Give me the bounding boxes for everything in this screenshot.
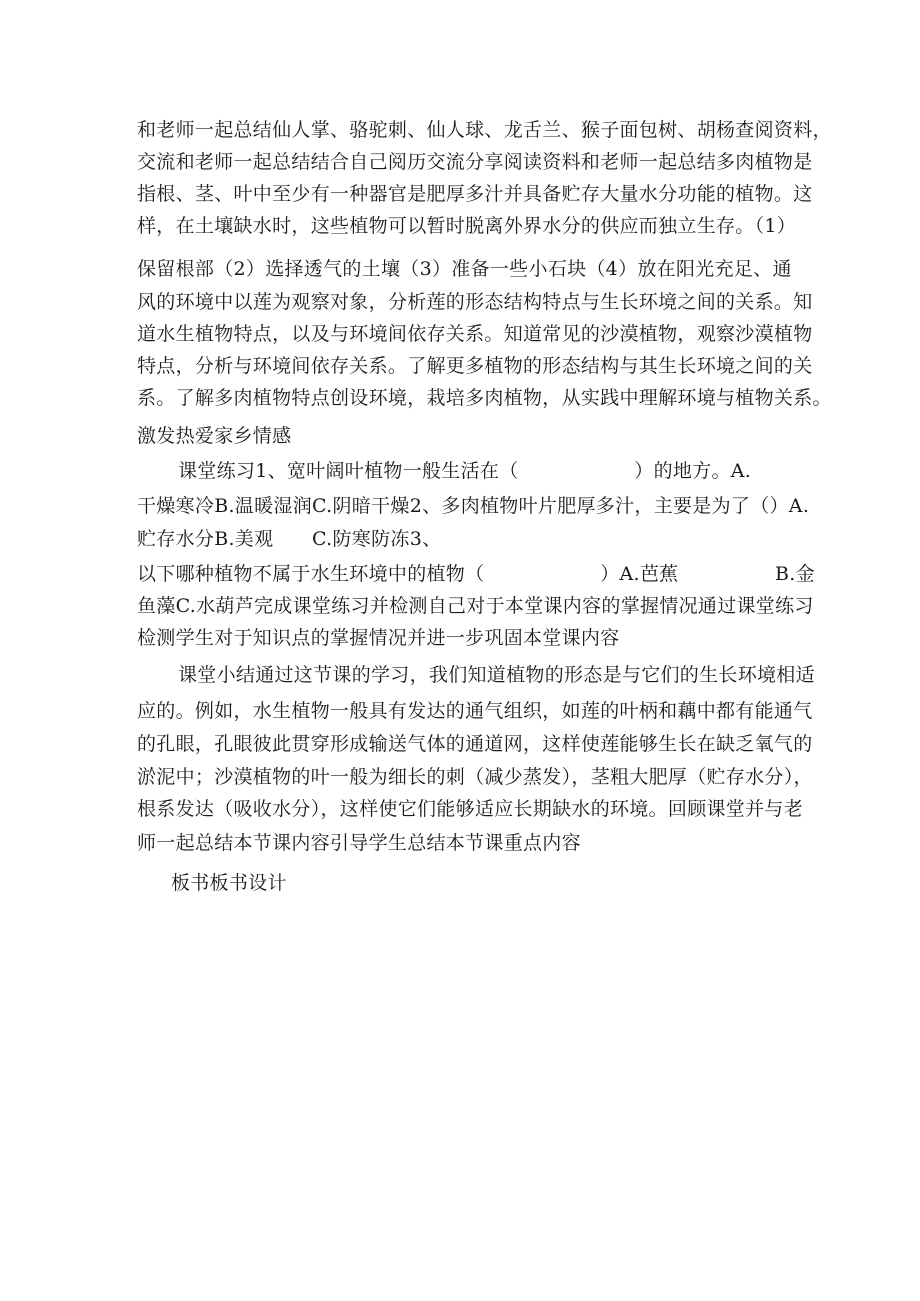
text-line: 淤泥中；沙漠植物的叶一般为细长的刺（减少蒸发），茎粗大肥厚（贮存水分）， xyxy=(137,766,813,788)
text-line: 特点，分析与环境间依存关系。了解更多植物的形态结构与其生长环境之间的关 xyxy=(137,355,813,377)
text-line: 根系发达（吸收水分），这样使它们能够适应长期缺水的环境。回顾课堂并与老 xyxy=(137,798,804,820)
text-line: 指根、茎、叶中至少有一种器官是肥厚多汁并具备贮存大量水分功能的植物。这 xyxy=(137,183,813,205)
text-line: 以下哪种植物不属于水生环境中的植物（ ）A.芭蕉 B.金 xyxy=(137,563,815,585)
text-line: 鱼藻C.水葫芦完成课堂练习并检测自己对于本堂课内容的掌握情况通过课堂练习 xyxy=(137,595,814,617)
text-line: 课堂练习1、宽叶阔叶植物一般生活在（ ）的地方。A. xyxy=(178,460,752,482)
text-line: 课堂小结通过这节课的学习，我们知道植物的形态是与它们的生长环境相适 xyxy=(178,664,815,686)
text-line: 系。了解多肉植物特点创设环境，栽培多肉植物，从实践中理解环境与植物关系。 xyxy=(137,387,832,409)
text-line: 激发热爱家乡情感 xyxy=(137,425,292,447)
text-line: 检测学生对于知识点的掌握情况并进一步巩固本堂课内容 xyxy=(137,627,620,649)
text-line: 和老师一起总结仙人掌、骆驼刺、仙人球、龙舌兰、猴子面包树、胡杨查阅资料， xyxy=(137,119,832,141)
text-line: 道水生植物特点，以及与环境间依存关系。知道常见的沙漠植物，观察沙漠植物 xyxy=(137,323,813,345)
text-line: 交流和老师一起总结结合自己阅历交流分享阅读资料和老师一起总结多肉植物是 xyxy=(137,151,813,173)
text-line: 保留根部（2）选择透气的土壤（3）准备一些小石块（4）放在阳光充足、通 xyxy=(137,258,792,280)
text-line: 板书板书设计 xyxy=(171,872,287,894)
text-line: 干燥寒冷B.温暖湿润C.阴暗干燥2、多肉植物叶片肥厚多汁，主要是为了（）A. xyxy=(137,495,810,517)
text-line: 应的。例如，水生植物一般具有发达的通气组织，如莲的叶柄和藕中都有能通气 xyxy=(137,700,813,722)
text-line: 贮存水分B.美观 C.防寒防冻3、 xyxy=(137,528,442,550)
text-line: 风的环境中以莲为观察对象，分析莲的形态结构特点与生长环境之间的关系。知 xyxy=(137,291,813,313)
text-line: 师一起总结本节课内容引导学生总结本节课重点内容 xyxy=(137,832,581,854)
text-line: 样，在土壤缺水时，这些植物可以暂时脱离外界水分的供应而独立生存。（1） xyxy=(137,215,797,237)
text-line: 的孔眼，孔眼彼此贯穿形成输送气体的通道网，这样使莲能够生长在缺乏氧气的 xyxy=(137,733,813,755)
